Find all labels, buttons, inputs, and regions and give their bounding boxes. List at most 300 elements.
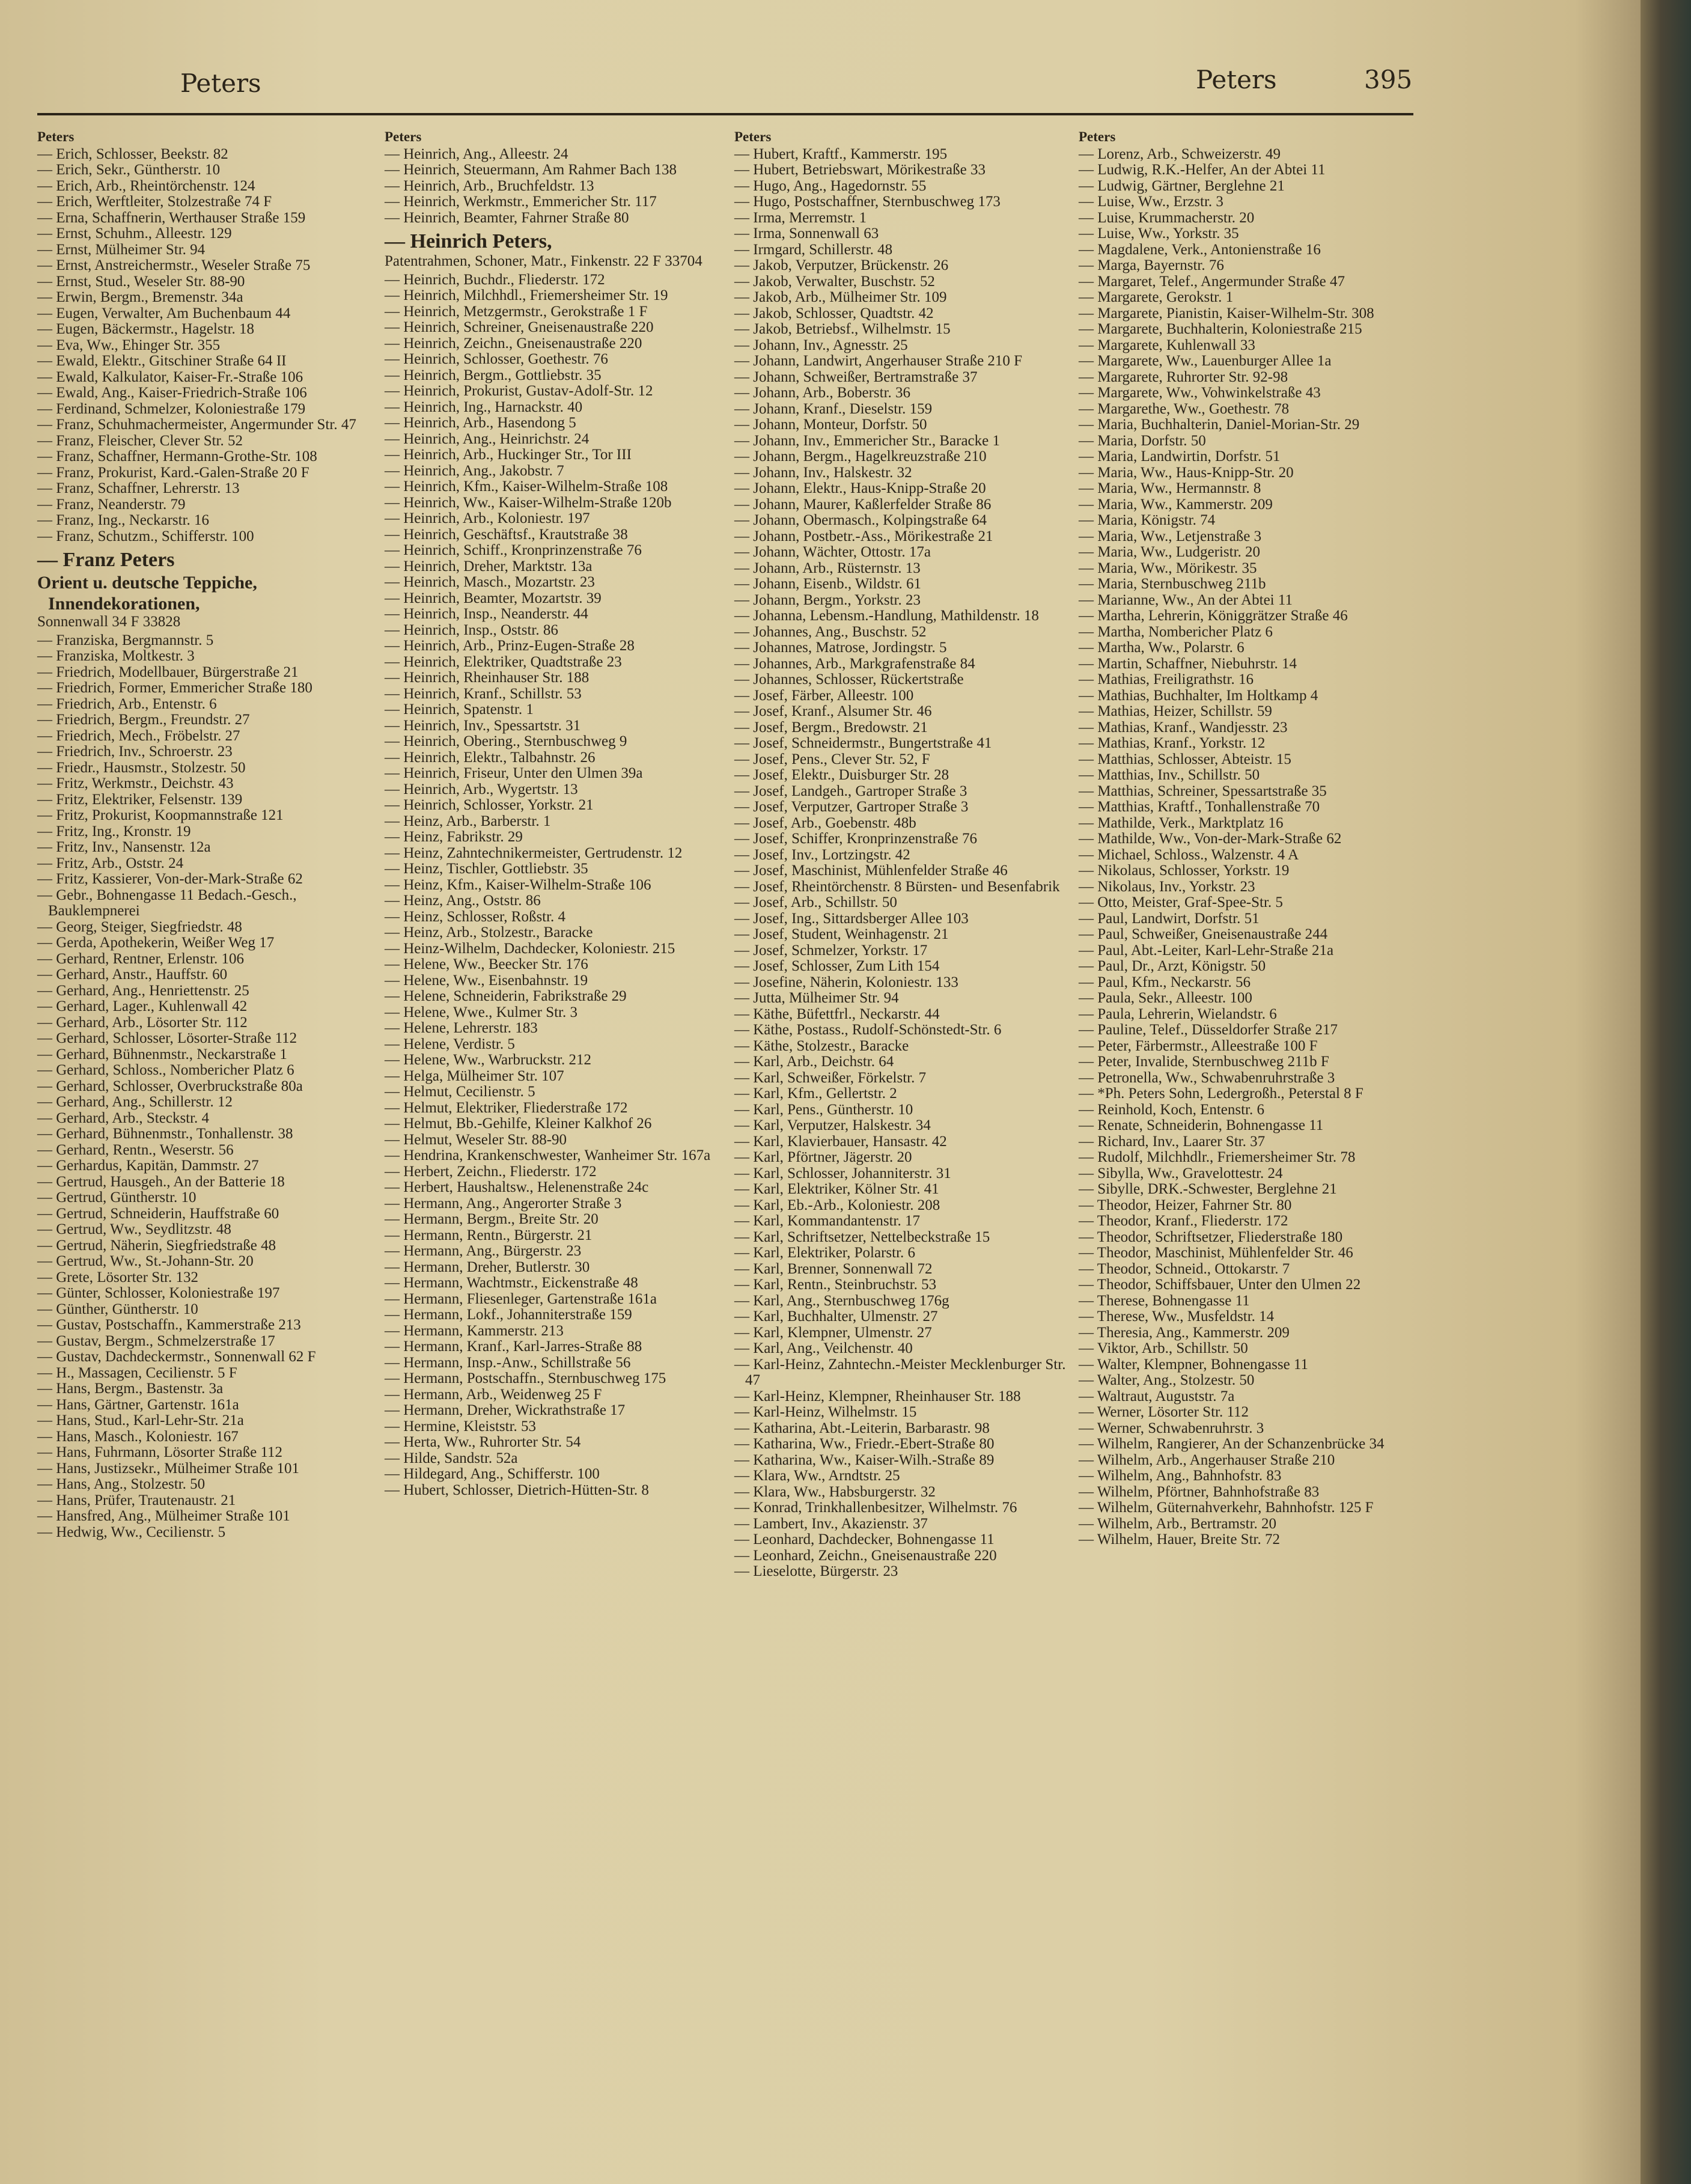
directory-entry: — Hans, Gärtner, Gartenstr. 161a [37,1396,239,1413]
directory-entry: — Fritz, Ing., Kronstr. 19 [37,823,191,840]
directory-entry: — Karl, Klempner, Ulmenstr. 27 [734,1324,932,1341]
directory-entry: — Karl, Kommandantenstr. 17 [734,1213,920,1229]
directory-entry: — Wilhelm, Ang., Bahnhofstr. 83 [1079,1468,1282,1484]
directory-entry: — Hermann, Bergm., Breite Str. 20 [385,1211,599,1227]
directory-entry: — Walter, Ang., Stolzestr. 50 [1079,1372,1255,1388]
business-entry-sub: Orient u. deutsche Teppiche, Innendekorationen, [37,573,257,614]
directory-entry: — Erich, Sekr., Güntherstr. 10 [37,162,221,178]
directory-entry: — Jakob, Betriebsf., Wilhelmstr. 15 [734,321,951,337]
directory-entry: — Pauline, Telef., Düsseldorfer Straße 217 [1079,1022,1338,1038]
directory-entry: — Fritz, Werkmstr., Deichstr. 43 [37,775,234,792]
directory-entry: — Heinz-Wilhelm, Dachdecker, Koloniestr. 215 [385,940,675,957]
directory-entry: — Magdalene, Verk., Antonienstraße 16 [1079,241,1321,258]
directory-entry: — Maria, Sternbuschweg 211b [1079,576,1266,592]
business-entry-name: — Heinrich Peters, [385,230,552,252]
directory-entry: — Gertrud, Ww., Seydlitzstr. 48 [37,1221,231,1237]
column-head: Peters [1079,129,1116,144]
directory-entry: — Gertrud, Güntherstr. 10 [37,1189,197,1206]
directory-entry: — Gustav, Bergm., Schmelzerstraße 17 [37,1332,275,1349]
running-head-right: Peters [1196,65,1277,94]
directory-entry: — Gerhardus, Kapitän, Dammstr. 27 [37,1158,259,1174]
directory-entry: — Johann, Monteur, Dorfstr. 50 [734,416,927,433]
directory-entry: — Hildegard, Ang., Schifferstr. 100 [385,1466,600,1482]
directory-entry: — Mathias, Kranf., Yorkstr. 12 [1079,735,1266,751]
directory-entry: — Sibylla, Ww., Gravelottestr. 24 [1079,1165,1283,1182]
directory-entry: — Karl, Schriftsetzer, Nettelbeckstraße 15 [734,1228,990,1245]
directory-entry: — Ludwig, Gärtner, Berglehne 21 [1079,177,1285,194]
directory-entry: — Eva, Ww., Ehinger Str. 355 [37,337,221,353]
directory-entry: — Marga, Bayernstr. 76 [1079,257,1224,273]
directory-entry: — Maria, Ww., Kammerstr. 209 [1079,496,1273,513]
directory-entry: — Heinrich, Arb., Koloniestr. 197 [385,510,590,526]
business-entry-rest: Sonnenwall 34 F 33828 [37,614,181,630]
directory-entry: — Matthias, Schlosser, Abteistr. 15 [1079,751,1291,767]
directory-entry: — Margaret, Telef., Angermunder Straße 47 [1079,273,1345,290]
directory-entry: — Heinrich, Ww., Kaiser-Wilhelm-Straße 120b [385,494,672,511]
directory-entry: — Paul, Kfm., Neckarstr. 56 [1079,974,1251,990]
directory-entry: — Johann, Bergm., Yorkstr. 23 [734,591,921,608]
column-head: Peters [37,129,75,144]
directory-entry: — Helene, Schneiderin, Fabrikstraße 29 [385,988,627,1004]
directory-entry: — Matthias, Kraftf., Tonhallenstraße 70 [1079,799,1320,815]
directory-entry: — Gerhard, Bühnenmstr., Neckarstraße 1 [37,1046,287,1063]
directory-entry: — Luise, Ww., Erzstr. 3 [1079,194,1223,210]
directory-entry: — Hermann, Ang., Angerorter Straße 3 [385,1195,622,1212]
directory-entry: — Heinrich, Insp., Oststr. 86 [385,621,558,638]
directory-entry: — Franz, Schuhmachermeister, Angermunder Str. 47 [37,416,356,433]
directory-entry: — Johann, Bergm., Hagelkreuzstraße 210 [734,448,987,465]
directory-entry: — Käthe, Büfettfrl., Neckarstr. 44 [734,1005,940,1022]
directory-entry: — Josef, Rheintörchenstr. 8 Bürsten- und Besenfabrik [734,878,1060,895]
directory-entry: — Heinrich, Arb., Bruchfeldstr. 13 [385,177,594,194]
directory-entry: — Mathias, Heizer, Schillstr. 59 [1079,703,1272,719]
directory-entry: — Heinrich, Inv., Spessartstr. 31 [385,717,581,734]
directory-entry: — Heinrich, Arb., Prinz-Eugen-Straße 28 [385,638,635,654]
directory-entry: — Theresia, Ang., Kammerstr. 209 [1079,1324,1290,1341]
directory-entry: — Matthias, Inv., Schillstr. 50 [1079,767,1260,783]
directory-column-2 [385,129,721,1498]
directory-entry: — Maria, Ww., Haus-Knipp-Str. 20 [1079,464,1294,481]
directory-entry: — Heinrich, Ing., Harnackstr. 40 [385,398,583,415]
directory-entry: — Therese, Bohnengasse 11 [1079,1292,1250,1309]
directory-entry: — Helene, Ww., Warbruckstr. 212 [385,1052,591,1068]
directory-entry: — Franz, Ing., Neckarstr. 16 [37,512,210,528]
directory-entry: — Wilhelm, Pförtner, Bahnhofstraße 83 [1079,1483,1320,1500]
directory-entry: — Konrad, Trinkhallenbesitzer, Wilhelmstr. 76 [734,1499,1017,1516]
directory-column-4 [1079,129,1415,1548]
directory-entry: — Karl, Pförtner, Jägerstr. 20 [734,1149,912,1165]
directory-entry: — Käthe, Postass., Rudolf-Schönstedt-Str. 6 [734,1022,1002,1038]
directory-entry: — Hans, Ang., Stolzestr. 50 [37,1476,206,1492]
directory-entry: — H., Massagen, Cecilienstr. 5 F [37,1364,237,1381]
business-entry [385,230,721,270]
directory-entry: — Friedrich, Bergm., Freundstr. 27 [37,712,250,728]
directory-entry: — Heinrich, Dreher, Marktstr. 13a [385,558,593,575]
directory-entry: — Fritz, Prokurist, Koopmannstraße 121 [37,807,284,823]
directory-entry: — Heinz, Tischler, Gottliebstr. 35 [385,861,588,877]
directory-entry: — Franz, Schaffner, Lehrerstr. 13 [37,480,240,496]
directory-entry: — Karl, Ang., Sternbuschweg 176g [734,1292,949,1309]
column-head: Peters [385,129,422,144]
directory-entry: — Heinz, Zahntechnikermeister, Gertrudenstr. 12 [385,844,683,861]
directory-entry: — Hermann, Wachtmstr., Eickenstraße 48 [385,1275,638,1291]
directory-entry: — Hermann, Dreher, Wickrathstraße 17 [385,1402,626,1418]
directory-entry: — Hermann, Kammerstr. 213 [385,1322,564,1339]
directory-entry: — Irma, Merremstr. 1 [734,209,867,226]
directory-entry: — Gertrud, Ww., St.-Johann-Str. 20 [37,1253,254,1269]
directory-entry: — Josef, Elektr., Duisburger Str. 28 [734,767,949,783]
directory-column-3 [734,129,1071,1580]
directory-entry: — Nikolaus, Schlosser, Yorkstr. 19 [1079,862,1290,879]
directory-entry: — Mathias, Kranf., Wandjesstr. 23 [1079,719,1288,736]
directory-entry: — Heinrich, Prokurist, Gustav-Adolf-Str. 12 [385,383,653,399]
directory-entry: — Hubert, Schlosser, Dietrich-Hütten-Str. 8 [385,1481,649,1498]
directory-entry: — Fritz, Arb., Oststr. 24 [37,855,184,871]
directory-entry: — Heinrich, Insp., Neanderstr. 44 [385,606,588,622]
directory-entry: — Günther, Güntherstr. 10 [37,1301,198,1317]
directory-entry: — Werner, Schwabenruhrstr. 3 [1079,1420,1264,1436]
directory-entry: — Lorenz, Arb., Schweizerstr. 49 [1079,145,1281,162]
directory-entry: — Leonhard, Dachdecker, Bohnengasse 11 [734,1531,995,1548]
directory-entry: — Heinz, Fabrikstr. 29 [385,829,523,845]
directory-entry: — Gerda, Apothekerin, Weißer Weg 17 [37,935,275,951]
directory-entry: — Wilhelm, Güternahverkehr, Bahnhofstr. 125 F [1079,1499,1374,1516]
directory-entry: — Gerhard, Rentner, Erlenstr. 106 [37,950,245,967]
running-head-left: Peters [180,69,261,98]
directory-entry: — Petronella, Ww., Schwabenruhrstraße 3 [1079,1069,1335,1086]
directory-entry: — Richard, Inv., Laarer Str. 37 [1079,1133,1266,1150]
directory-entry: — Gerhard, Ang., Henriettenstr. 25 [37,982,249,999]
directory-entry: — Hubert, Betriebswart, Mörikestraße 33 [734,162,986,178]
directory-entry: — Franz, Schaffner, Hermann-Grothe-Str. 108 [37,448,317,465]
directory-entry: — Heinrich, Beamter, Mozartstr. 39 [385,590,602,606]
directory-entry: — Werner, Lösorter Str. 112 [1079,1404,1249,1420]
directory-entry: — Johanna, Lebensm.-Handlung, Mathildenstr. 18 [734,608,1039,624]
directory-entry: — Erich, Werftleiter, Stolzestraße 74 F [37,194,272,210]
business-entry-rest: Patentrahmen, Schoner, Matr., Finkenstr. 22 F 33704 [385,253,702,269]
directory-entry: — Luise, Ww., Yorkstr. 35 [1079,225,1239,242]
directory-entry: — Hermann, Lokf., Johanniterstraße 159 [385,1307,632,1323]
directory-entry: — Lieselotte, Bürgerstr. 23 [734,1563,898,1579]
directory-entry: — Herbert, Zeichn., Fliederstr. 172 [385,1163,597,1180]
directory-entry: — Friedrich, Inv., Schroerstr. 23 [37,743,233,760]
directory-entry: — Hans, Bergm., Bastenstr. 3a [37,1380,224,1397]
directory-entry: — Erich, Schlosser, Beekstr. 82 [37,145,228,162]
directory-entry: — Johann, Kranf., Dieselstr. 159 [734,400,933,417]
directory-entry: — Gerhard, Rentn., Weserstr. 56 [37,1141,234,1158]
directory-entry: — Heinz, Ang., Oststr. 86 [385,892,541,909]
directory-entry: — Gerhard, Arb., Steckstr. 4 [37,1109,210,1126]
directory-entry: — Karl, Elektriker, Kölner Str. 41 [734,1181,939,1197]
directory-entry: — Heinrich, Obering., Sternbuschweg 9 [385,733,627,749]
directory-entry: — Lambert, Inv., Akazienstr. 37 [734,1515,928,1532]
directory-entry: — Hermann, Fliesenleger, Gartenstraße 161a [385,1290,657,1307]
directory-entry: — Johannes, Schlosser, Rückertstraße [734,671,964,688]
directory-entry: — Heinrich, Bergm., Gottliebstr. 35 [385,367,602,383]
directory-entry: — Renate, Schneiderin, Bohnengasse 11 [1079,1117,1324,1133]
header-rule [37,113,1413,115]
page-number: 395 [1364,65,1413,94]
directory-entry: — Johann, Inv., Agnesstr. 25 [734,337,908,353]
directory-entry: — Josef, Arb., Schillstr. 50 [734,894,897,911]
directory-entry: — Gerhard, Arb., Lösorter Str. 112 [37,1014,248,1031]
directory-entry: — Maria, Ww., Ludgeristr. 20 [1079,544,1261,560]
directory-entry: — Maria, Ww., Hermannstr. 8 [1079,480,1261,496]
directory-entry: — Leonhard, Zeichn., Gneisenaustraße 220 [734,1547,997,1564]
directory-entry: — Karl, Ang., Veilchenstr. 40 [734,1340,913,1356]
directory-entry: — Viktor, Arb., Schillstr. 50 [1079,1340,1248,1356]
directory-entry: — Otto, Meister, Graf-Spee-Str. 5 [1079,894,1283,911]
directory-entry: — Gerhard, Schlosser, Lösorter-Straße 112 [37,1030,297,1046]
directory-entry: — Heinrich, Werkmstr., Emmericher Str. 117 [385,194,657,210]
directory-entry: — Heinrich, Friseur, Unter den Ulmen 39a [385,765,643,781]
directory-entry: — Fritz, Kassierer, Von-der-Mark-Straße 62 [37,871,303,887]
directory-entry: — Heinrich, Arb., Hasendong 5 [385,415,576,431]
directory-entry: — Hermann, Arb., Weidenweg 25 F [385,1386,602,1403]
directory-entry: — Heinrich, Schiff., Kronprinzenstraße 76 [385,542,642,558]
directory-entry: — Karl, Arb., Deichstr. 64 [734,1054,894,1070]
directory-entry: — Gertrud, Näherin, Siegfriedstraße 48 [37,1237,276,1254]
directory-entry: — Franziska, Bergmannstr. 5 [37,632,214,648]
directory-entry: — Helene, Wwe., Kulmer Str. 3 [385,1004,577,1020]
directory-entry: — Hermann, Insp.-Anw., Schillstraße 56 [385,1354,631,1371]
directory-entry: — Josef, Bergm., Bredowstr. 21 [734,719,928,736]
directory-entry: — Helga, Mülheimer Str. 107 [385,1067,564,1084]
directory-entry: — Sibylle, DRK.-Schwester, Berglehne 21 [1079,1181,1337,1197]
directory-entry: — *Ph. Peters Sohn, Ledergroßh., Peterstal 8 F [1079,1085,1363,1102]
directory-entry: — Heinrich, Elektriker, Quadtstraße 23 [385,653,622,670]
directory-entry: — Josef, Schlosser, Zum Lith 154 [734,958,940,974]
directory-entry: — Heinrich, Metzgermstr., Gerokstraße 1 F [385,303,648,320]
directory-entry: — Gerhard, Anstr., Hauffstr. 60 [37,966,228,983]
directory-entry: — Erwin, Bergm., Bremenstr. 34a [37,289,243,305]
directory-entry: — Heinrich, Beamter, Fahrner Straße 80 [385,209,629,226]
directory-entry: — Heinrich, Kranf., Schillstr. 53 [385,685,582,702]
directory-entry: — Maria, Dorfstr. 50 [1079,432,1206,449]
directory-entry: — Johann, Arb., Rüsternstr. 13 [734,560,921,576]
directory-entry: — Franz, Schutzm., Schifferstr. 100 [37,528,254,544]
directory-entry: — Jakob, Schlosser, Quadtstr. 42 [734,305,934,322]
directory-entry: — Nikolaus, Inv., Yorkstr. 23 [1079,878,1255,895]
directory-entry: — Grete, Lösorter Str. 132 [37,1269,199,1286]
directory-entry: — Josef, Maschinist, Mühlenfelder Straße 46 [734,862,1008,879]
directory-entry: — Wilhelm, Rangierer, An der Schanzenbrücke 34 [1079,1436,1385,1452]
directory-entry: — Theodor, Heizer, Fahrner Str. 80 [1079,1197,1292,1213]
directory-entry: — Theodor, Kranf., Fliederstr. 172 [1079,1213,1288,1229]
directory-entry: — Friedrich, Modellbauer, Bürgerstraße 21 [37,663,299,680]
directory-entry: — Wilhelm, Hauer, Breite Str. 72 [1079,1531,1280,1548]
directory-entry: — Heinrich, Zeichn., Gneisenaustraße 220 [385,335,642,352]
directory-entry: — Heinrich, Schreiner, Gneisenaustraße 220 [385,319,654,335]
directory-entry: — Paul, Abt.-Leiter, Karl-Lehr-Straße 21a [1079,942,1334,959]
directory-entry: — Heinz, Kfm., Kaiser-Wilhelm-Straße 106 [385,876,651,893]
directory-entry: — Peter, Färbermstr., Alleestraße 100 F [1079,1037,1318,1054]
directory-entry: — Hermann, Rentn., Bürgerstr. 21 [385,1227,593,1243]
directory-entry: — Josef, Ing., Sittardsberger Allee 103 [734,910,969,927]
directory-entry: — Paula, Sekr., Alleestr. 100 [1079,990,1252,1006]
directory-entry: — Fritz, Inv., Nansenstr. 12a [37,839,211,855]
directory-entry: — Maria, Buchhalterin, Daniel-Morian-Str. 29 [1079,416,1360,433]
directory-entry: — Johannes, Ang., Buschstr. 52 [734,623,927,640]
business-entry [37,548,374,630]
directory-entry: — Ewald, Ang., Kaiser-Friedrich-Straße 106 [37,385,307,401]
directory-entry: — Peter, Invalide, Sternbuschweg 211b F [1079,1054,1329,1070]
directory-entry: — Josef, Landgeh., Gartroper Straße 3 [734,782,967,799]
directory-entry: — Karl-Heinz, Klempner, Rheinhauser Str. 188 [734,1388,1021,1405]
directory-column-1 [37,129,374,1540]
directory-entry: — Hedwig, Ww., Cecilienstr. 5 [37,1524,226,1540]
directory-entry: — Wilhelm, Arb., Angerhauser Straße 210 [1079,1451,1335,1468]
directory-entry: — Josef, Pens., Clever Str. 52, F [734,751,930,767]
directory-entry: — Margarete, Ruhrorter Str. 92-98 [1079,368,1288,385]
directory-entry: — Helene, Verdistr. 5 [385,1036,515,1052]
directory-entry: — Johann, Schweißer, Bertramstraße 37 [734,368,978,385]
directory-entry: — Heinrich, Ang., Heinrichstr. 24 [385,430,590,447]
directory-entry: — Karl, Klavierbauer, Hansastr. 42 [734,1133,947,1150]
directory-entry: — Helmut, Bb.-Gehilfe, Kleiner Kalkhof 26 [385,1115,652,1132]
directory-entry: — Karl-Heinz, Wilhelmstr. 15 [734,1404,917,1420]
directory-entry: — Hugo, Postschaffner, Sternbuschweg 173 [734,194,1001,210]
directory-entry: — Jakob, Arb., Mülheimer Str. 109 [734,289,947,305]
directory-entry: — Josef, Arb., Goebenstr. 48b [734,814,916,831]
directory-entry: — Hendrina, Krankenschwester, Wanheimer Str. 167a [385,1147,711,1164]
directory-entry: — Johann, Arb., Boberstr. 36 [734,385,911,401]
directory-entry: — Martha, Lehrerin, Königgrätzer Straße 46 [1079,608,1348,624]
directory-entry: — Helmut, Elektriker, Fliederstraße 172 [385,1099,628,1116]
directory-entry: — Karl, Elektriker, Polarstr. 6 [734,1245,916,1261]
directory-entry: — Irmgard, Schillerstr. 48 [734,241,893,258]
directory-entry: — Hans, Justizsekr., Mülheimer Straße 101 [37,1460,300,1477]
directory-entry: — Karl, Schlosser, Johanniterstr. 31 [734,1165,951,1182]
directory-entry: — Hansfred, Ang., Mülheimer Straße 101 [37,1508,290,1524]
directory-entry: — Martha, Nombericher Platz 6 [1079,623,1273,640]
directory-entry: — Gerhard, Ang., Schillerstr. 12 [37,1094,233,1110]
directory-entry: — Heinrich, Milchhdl., Friemersheimer Str. 19 [385,287,668,304]
directory-entry: — Hans, Stud., Karl-Lehr-Str. 21a [37,1412,244,1429]
directory-entry: — Karl, Pens., Güntherstr. 10 [734,1101,913,1118]
directory-entry: — Margarete, Gerokstr. 1 [1079,289,1234,305]
directory-entry: — Jakob, Verwalter, Buschstr. 52 [734,273,935,290]
directory-entry: — Helene, Ww., Eisenbahnstr. 19 [385,972,588,989]
directory-entry: — Erna, Schaffnerin, Werthauser Straße 159 [37,209,306,226]
directory-entry: — Käthe, Stolzestr., Baracke [734,1037,909,1054]
directory-entry: — Margarete, Ww., Vohwinkelstraße 43 [1079,385,1321,401]
directory-entry: — Maria, Landwirtin, Dorfstr. 51 [1079,448,1281,465]
directory-entry: — Gerhard, Bühnenmstr., Tonhallenstr. 38 [37,1126,293,1142]
directory-entry: — Margarete, Buchhalterin, Koloniestraße 215 [1079,321,1362,337]
directory-entry: — Josef, Inv., Lortzingstr. 42 [734,846,910,863]
directory-entry: — Helene, Ww., Beecker Str. 176 [385,956,588,972]
directory-entry: — Karl-Heinz, Zahntechn.-Meister Mecklenburger Str. 47 [734,1356,1066,1388]
directory-entry: — Friedr., Hausmstr., Stolzestr. 50 [37,759,246,776]
directory-entry: — Hermann, Dreher, Butlerstr. 30 [385,1258,590,1275]
directory-entry: — Franz, Prokurist, Kard.-Galen-Straße 20 F [37,464,309,481]
directory-entry: — Heinrich, Kfm., Kaiser-Wilhelm-Straße 108 [385,478,668,495]
directory-entry: — Johann, Inv., Emmericher Str., Baracke 1 [734,432,1001,449]
book-spine [1641,0,1691,2184]
directory-entry: — Josef, Student, Weinhagenstr. 21 [734,926,949,942]
directory-entry: — Maria, Königstr. 74 [1079,512,1216,528]
directory-entry: — Heinrich, Buchdr., Fliederstr. 172 [385,271,605,288]
directory-entry: — Mathias, Buchhalter, Im Holtkamp 4 [1079,687,1318,704]
directory-entry: — Hubert, Kraftf., Kammerstr. 195 [734,145,948,162]
directory-entry: — Margarete, Kuhlenwall 33 [1079,337,1255,353]
directory-entry: — Hugo, Ang., Hagedornstr. 55 [734,177,927,194]
directory-entry: — Klara, Ww., Habsburgerstr. 32 [734,1483,936,1500]
business-entry-name: — Franz Peters [37,549,175,571]
directory-entry: — Luise, Krummacherstr. 20 [1079,209,1255,226]
directory-entry: — Gertrud, Hausgeh., An der Batterie 18 [37,1173,285,1190]
directory-entry: — Heinrich, Rheinhauser Str. 188 [385,670,590,686]
directory-entry: — Eugen, Verwalter, Am Buchenbaum 44 [37,305,291,322]
directory-entry: — Hilde, Sandstr. 52a [385,1450,518,1466]
directory-entry: — Mathilde, Ww., Von-der-Mark-Straße 62 [1079,831,1342,847]
directory-entry: — Karl, Brenner, Sonnenwall 72 [734,1260,933,1277]
directory-entry: — Wilhelm, Arb., Bertramstr. 20 [1079,1515,1277,1532]
directory-entry: — Theodor, Schiffsbauer, Unter den Ulmen 22 [1079,1277,1361,1293]
directory-entry: — Rudolf, Milchhdlr., Friemersheimer Str. 78 [1079,1149,1356,1165]
directory-entry: — Katharina, Ww., Friedr.-Ebert-Straße 80 [734,1436,995,1452]
directory-entry: — Gustav, Dachdeckermstr., Sonnenwall 62 F [37,1349,316,1365]
directory-entry: — Josef, Schneidermstr., Bungertstraße 41 [734,735,992,751]
column-head: Peters [734,129,772,144]
directory-entry: — Gerhard, Schlosser, Overbruckstraße 80a [37,1078,303,1094]
directory-entry: — Friedrich, Arb., Entenstr. 6 [37,695,217,712]
directory-entry: — Mathias, Freiligrathstr. 16 [1079,671,1254,688]
directory-entry: — Martin, Schaffner, Niebuhrstr. 14 [1079,655,1297,672]
directory-entry: — Johann, Obermasch., Kolpingstraße 64 [734,512,987,528]
directory-entry: — Hermann, Ang., Bürgerstr. 23 [385,1243,582,1259]
directory-entry: — Gebr., Bohnengasse 11 Bedach.-Gesch., Bauklempnerei [37,886,297,919]
directory-entry: — Ernst, Schuhm., Alleestr. 129 [37,225,232,242]
directory-entry: — Karl, Kfm., Gellertstr. 2 [734,1085,897,1102]
directory-entry: — Paula, Lehrerin, Wielandstr. 6 [1079,1005,1277,1022]
directory-entry: — Hans, Prüfer, Trautenaustr. 21 [37,1492,236,1508]
directory-entry: — Maria, Ww., Letjenstraße 3 [1079,528,1262,544]
directory-entry: — Ewald, Elektr., Gitschiner Straße 64 II [37,353,287,369]
directory-entry: — Friedrich, Mech., Fröbelstr. 27 [37,727,240,744]
directory-entry: — Josefine, Näherin, Koloniestr. 133 [734,974,958,990]
directory-entry: — Johann, Eisenb., Wildstr. 61 [734,576,922,592]
directory-entry: — Johann, Postbetr.-Ass., Mörikestraße 21 [734,528,993,544]
directory-entry: — Heinz, Schlosser, Roßstr. 4 [385,908,566,925]
directory-entry: — Jutta, Mülheimer Str. 94 [734,990,899,1006]
directory-entry: — Hans, Fuhrmann, Lösorter Straße 112 [37,1444,283,1460]
directory-entry: — Karl, Schweißer, Förkelstr. 7 [734,1069,927,1086]
directory-entry: — Ernst, Anstreichermstr., Weseler Straße 75 [37,257,311,273]
directory-entry: — Heinrich, Schlosser, Yorkstr. 21 [385,797,594,813]
directory-entry: — Johann, Wächter, Ottostr. 17a [734,544,931,560]
directory-entry: — Gertrud, Schneiderin, Hauffstraße 60 [37,1205,279,1222]
directory-entry: — Walter, Klempner, Bohnengasse 11 [1079,1356,1309,1373]
directory-entry: — Johann, Elektr., Haus-Knipp-Straße 20 [734,480,986,496]
directory-entry: — Paul, Landwirt, Dorfstr. 51 [1079,910,1260,927]
directory-entry: — Michael, Schloss., Walzenstr. 4 A [1079,846,1299,863]
directory-entry: — Klara, Ww., Arndtstr. 25 [734,1468,900,1484]
directory-entry: — Therese, Ww., Musfeldstr. 14 [1079,1308,1275,1325]
directory-entry: — Günter, Schlosser, Koloniestraße 197 [37,1285,280,1301]
directory-entry: — Theodor, Schriftsetzer, Fliederstraße 180 [1079,1228,1343,1245]
directory-entry: — Margarete, Pianistin, Kaiser-Wilhelm-Str. 308 [1079,305,1374,322]
directory-entry: — Irma, Sonnenwall 63 [734,225,879,242]
directory-entry: — Heinz, Arb., Barberstr. 1 [385,813,551,829]
directory-entry: — Margarethe, Ww., Goethestr. 78 [1079,400,1290,417]
directory-entry: — Maria, Ww., Mörikestr. 35 [1079,560,1257,576]
directory-entry: — Ferdinand, Schmelzer, Koloniestraße 179 [37,400,306,417]
directory-entry: — Heinrich, Arb., Huckinger Str., Tor III [385,447,632,463]
directory-entry: — Heinrich, Spatenstr. 1 [385,701,534,718]
directory-entry: — Gerhard, Lager., Kuhlenwall 42 [37,998,248,1014]
